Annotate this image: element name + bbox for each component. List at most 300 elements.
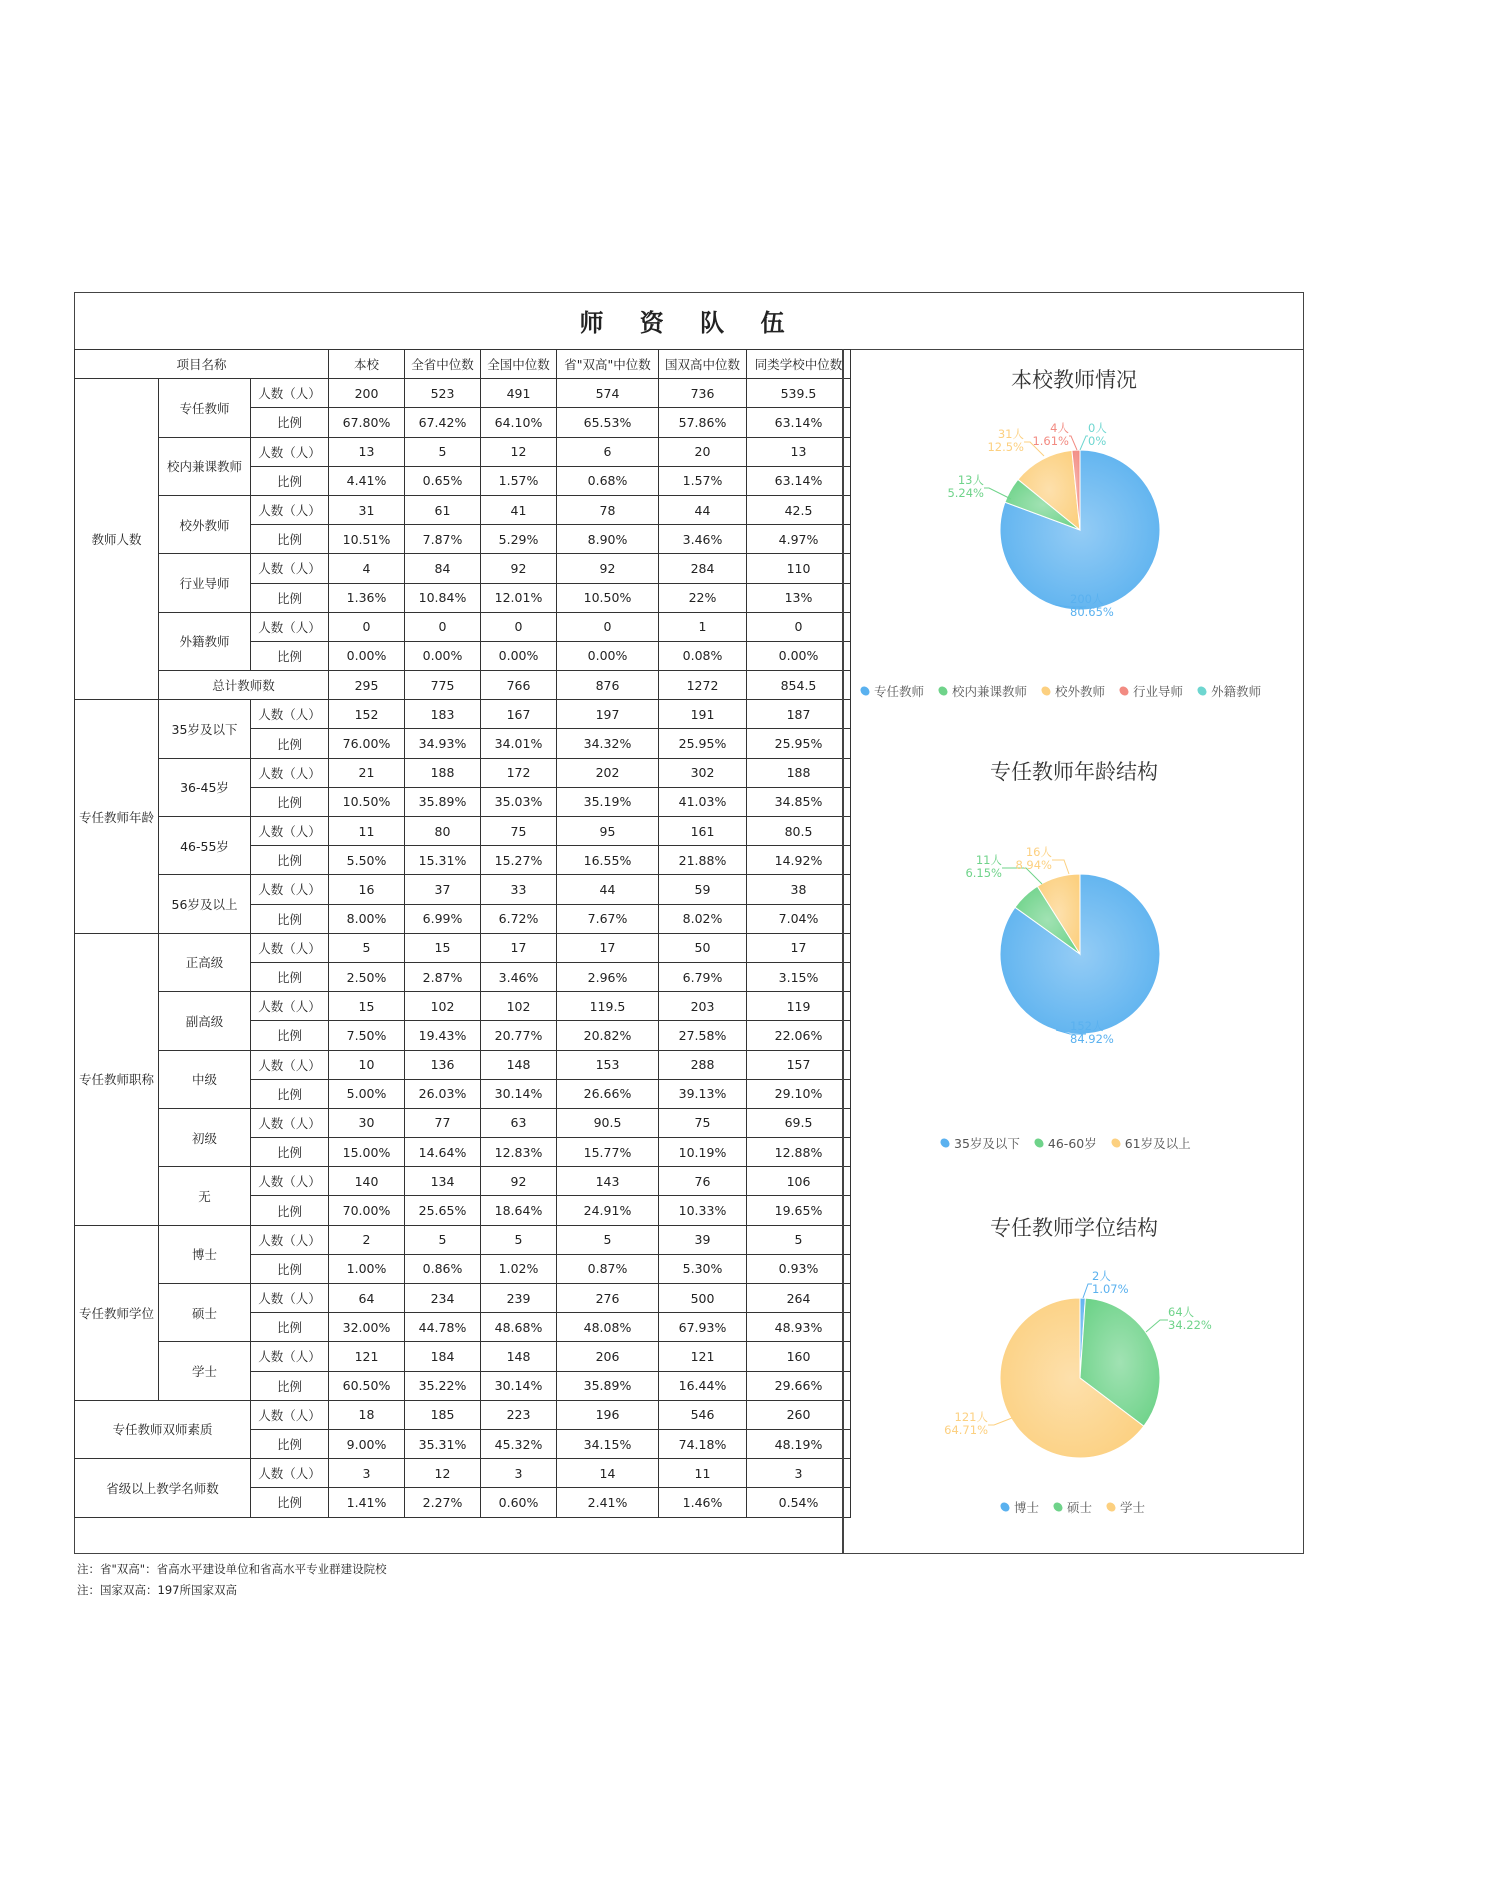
legend-item-0[interactable]	[1000, 1498, 1039, 1516]
table-cell: 5	[481, 1225, 557, 1254]
table-cell: 22.06%	[747, 1021, 851, 1050]
table-cell: 67.93%	[659, 1313, 747, 1342]
legend-marker-icon	[1109, 1137, 1122, 1150]
legend-degree	[1000, 1498, 1145, 1516]
page-title: 师 资 队 伍	[74, 292, 1304, 350]
table-cell: 140	[329, 1167, 405, 1196]
pie-value-label-0: 200人	[1070, 592, 1104, 606]
table-cell: 67.80%	[329, 408, 405, 437]
group-label: 专任教师职称	[75, 933, 159, 1225]
table-cell: 16.55%	[557, 846, 659, 875]
metric-label: 比例	[251, 1429, 329, 1458]
subgroup-label: 36-45岁	[159, 758, 251, 816]
metric-label: 比例	[251, 1079, 329, 1108]
table-cell: 102	[481, 992, 557, 1021]
table-cell: 44	[557, 875, 659, 904]
metric-label: 人数（人）	[251, 1400, 329, 1429]
table-row	[75, 875, 851, 904]
metric-label: 人数（人）	[251, 1225, 329, 1254]
table-cell: 16	[329, 875, 405, 904]
group-label: 专任教师学位	[75, 1225, 159, 1400]
table-cell: 64	[329, 1284, 405, 1313]
legend-marker-icon	[999, 1501, 1012, 1514]
table-cell: 523	[405, 379, 481, 408]
subgroup-label: 46-55岁	[159, 817, 251, 875]
table-cell: 92	[481, 1167, 557, 1196]
table-cell: 95	[557, 817, 659, 846]
table-cell: 35.22%	[405, 1371, 481, 1400]
subgroup-label: 总计教师数	[159, 671, 329, 700]
table-cell: 17	[481, 933, 557, 962]
table-cell: 160	[747, 1342, 851, 1371]
table-cell: 69.5	[747, 1108, 851, 1137]
table-cell: 25.65%	[405, 1196, 481, 1225]
table-cell: 6	[557, 437, 659, 466]
table-cell: 143	[557, 1167, 659, 1196]
table-cell: 19.43%	[405, 1021, 481, 1050]
table-row	[75, 1400, 851, 1429]
table-cell: 57.86%	[659, 408, 747, 437]
legend-age	[940, 1134, 1191, 1152]
subgroup-label: 硕士	[159, 1284, 251, 1342]
subgroup-label: 中级	[159, 1050, 251, 1108]
table-cell: 48.19%	[747, 1429, 851, 1458]
table-cell: 26.03%	[405, 1079, 481, 1108]
table-cell: 161	[659, 817, 747, 846]
table-cell: 260	[747, 1400, 851, 1429]
table-cell: 29.66%	[747, 1371, 851, 1400]
pie-percent-label-0: 1.07%	[1092, 1282, 1129, 1296]
legend-marker-icon	[1118, 685, 1131, 698]
table-cell: 77	[405, 1108, 481, 1137]
table-cell: 11	[329, 817, 405, 846]
table-cell: 8.90%	[557, 525, 659, 554]
table-row	[75, 495, 851, 524]
metric-label: 比例	[251, 1196, 329, 1225]
legend-item-0[interactable]	[860, 682, 924, 700]
table-cell: 0.60%	[481, 1488, 557, 1517]
table-cell: 5.29%	[481, 525, 557, 554]
table-cell: 33	[481, 875, 557, 904]
table-row	[75, 1459, 851, 1488]
table-cell: 0.00%	[481, 641, 557, 670]
table-row	[75, 1167, 851, 1196]
table-cell: 1.46%	[659, 1488, 747, 1517]
table-cell: 8.02%	[659, 904, 747, 933]
metric-label: 人数（人）	[251, 437, 329, 466]
table-cell: 5	[747, 1225, 851, 1254]
pie-label-line-3	[1069, 436, 1077, 450]
legend-marker-icon	[1052, 1501, 1065, 1514]
pie-percent-label-4: 0%	[1088, 434, 1107, 448]
metric-label: 比例	[251, 525, 329, 554]
table-cell: 196	[557, 1400, 659, 1429]
metric-label: 比例	[251, 1371, 329, 1400]
legend-label: 行业导师	[1133, 684, 1184, 699]
table-row	[75, 992, 851, 1021]
table-cell: 5.30%	[659, 1254, 747, 1283]
table-cell: 48.68%	[481, 1313, 557, 1342]
table-cell: 6.99%	[405, 904, 481, 933]
group-label: 专任教师年龄	[75, 700, 159, 934]
table-cell: 4	[329, 554, 405, 583]
table-cell: 7.50%	[329, 1021, 405, 1050]
metric-label: 人数（人）	[251, 933, 329, 962]
pie-label-line-4	[1080, 436, 1088, 450]
table-cell: 3.15%	[747, 962, 851, 991]
table-row	[75, 758, 851, 787]
table-cell: 34.85%	[747, 787, 851, 816]
pie-label-line-2	[1052, 860, 1069, 874]
table-cell: 202	[557, 758, 659, 787]
legend-label: 专任教师	[874, 684, 925, 699]
pie-percent-label-0: 80.65%	[1070, 605, 1114, 619]
table-cell: 2	[329, 1225, 405, 1254]
table-cell: 63.14%	[747, 466, 851, 495]
table-cell: 25.95%	[659, 729, 747, 758]
table-cell: 15	[405, 933, 481, 962]
table-cell: 20.77%	[481, 1021, 557, 1050]
table-cell: 30.14%	[481, 1079, 557, 1108]
table-cell: 264	[747, 1284, 851, 1313]
subgroup-label: 学士	[159, 1342, 251, 1400]
table-cell: 45.32%	[481, 1429, 557, 1458]
table-cell: 0.68%	[557, 466, 659, 495]
table-cell: 61	[405, 495, 481, 524]
table-cell: 1.36%	[329, 583, 405, 612]
table-row	[75, 1108, 851, 1137]
table-cell: 775	[405, 671, 481, 700]
table-cell: 0.08%	[659, 641, 747, 670]
table-cell: 0.00%	[747, 641, 851, 670]
table-cell: 29.10%	[747, 1079, 851, 1108]
subgroup-label: 校内兼课教师	[159, 437, 251, 495]
table-cell: 302	[659, 758, 747, 787]
table-cell: 15.31%	[405, 846, 481, 875]
legend-marker-icon	[1196, 685, 1209, 698]
table-row	[75, 554, 851, 583]
metric-label: 比例	[251, 1254, 329, 1283]
table-cell: 48.08%	[557, 1313, 659, 1342]
table-cell: 42.5	[747, 495, 851, 524]
table-cell: 10	[329, 1050, 405, 1079]
pie-value-label-3: 4人	[1050, 421, 1069, 435]
table-cell: 3.46%	[481, 962, 557, 991]
table-cell: 0.86%	[405, 1254, 481, 1283]
pie-value-label-1: 13人	[957, 473, 984, 487]
table-cell: 2.96%	[557, 962, 659, 991]
table-cell: 65.53%	[557, 408, 659, 437]
table-cell: 92	[481, 554, 557, 583]
table-cell: 0.00%	[329, 641, 405, 670]
metric-label: 人数（人）	[251, 1108, 329, 1137]
table-cell: 13	[747, 437, 851, 466]
table-cell: 59	[659, 875, 747, 904]
table-cell: 38	[747, 875, 851, 904]
pie-percent-label-1: 5.24%	[947, 486, 984, 500]
table-cell: 39	[659, 1225, 747, 1254]
subgroup-label: 校外教师	[159, 495, 251, 553]
metric-label: 人数（人）	[251, 379, 329, 408]
pie-value-label-1: 11人	[975, 853, 1002, 867]
table-cell: 5.50%	[329, 846, 405, 875]
header-col: 本校	[329, 350, 405, 379]
legend-item-1[interactable]	[1053, 1498, 1092, 1516]
table-cell: 14.64%	[405, 1138, 481, 1167]
table-cell: 13	[329, 437, 405, 466]
table-cell: 5	[405, 437, 481, 466]
metric-label: 比例	[251, 904, 329, 933]
legend-label: 46-60岁	[1047, 1136, 1097, 1151]
table-cell: 17	[557, 933, 659, 962]
table-cell: 21	[329, 758, 405, 787]
table-cell: 148	[481, 1050, 557, 1079]
table-cell: 19.65%	[747, 1196, 851, 1225]
chart-title-age: 专任教师年龄结构	[990, 760, 1158, 784]
legend-label: 校外教师	[1055, 684, 1106, 699]
table-cell: 223	[481, 1400, 557, 1429]
table-cell: 63.14%	[747, 408, 851, 437]
table-cell: 14	[557, 1459, 659, 1488]
legend-item-1[interactable]	[1034, 1134, 1097, 1152]
pie-value-label-0: 152人	[1070, 1019, 1104, 1033]
pie-percent-label-1: 34.22%	[1168, 1318, 1212, 1332]
table-cell: 5	[557, 1225, 659, 1254]
table-header-row	[75, 350, 851, 379]
table-cell: 13%	[747, 583, 851, 612]
table-cell: 500	[659, 1284, 747, 1313]
table-cell: 35.03%	[481, 787, 557, 816]
table-row	[75, 671, 851, 700]
legend-item-2[interactable]	[1041, 682, 1105, 700]
table-row	[75, 612, 851, 641]
table-row	[75, 1284, 851, 1313]
table-cell: 8.00%	[329, 904, 405, 933]
metric-label: 比例	[251, 641, 329, 670]
legend-label: 博士	[1014, 1500, 1040, 1515]
pie-chart-teachers	[874, 400, 1274, 660]
table-cell: 203	[659, 992, 747, 1021]
table-cell: 74.18%	[659, 1429, 747, 1458]
legend-item-4[interactable]	[1197, 682, 1261, 700]
table-cell: 67.42%	[405, 408, 481, 437]
table-cell: 172	[481, 758, 557, 787]
table-cell: 37	[405, 875, 481, 904]
legend-label: 外籍教师	[1211, 684, 1262, 699]
table-cell: 539.5	[747, 379, 851, 408]
table-cell: 2.27%	[405, 1488, 481, 1517]
table-cell: 1	[659, 612, 747, 641]
table-cell: 200	[329, 379, 405, 408]
table-cell: 188	[405, 758, 481, 787]
metric-label: 比例	[251, 846, 329, 875]
table-cell: 10.51%	[329, 525, 405, 554]
subgroup-label: 56岁及以上	[159, 875, 251, 933]
legend-label: 学士	[1120, 1500, 1146, 1515]
table-row	[75, 700, 851, 729]
table-cell: 44.78%	[405, 1313, 481, 1342]
table-cell: 206	[557, 1342, 659, 1371]
table-cell: 9.00%	[329, 1429, 405, 1458]
legend-label: 61岁及以上	[1124, 1136, 1191, 1151]
legend-item-1[interactable]	[938, 682, 1027, 700]
table-row	[75, 379, 851, 408]
table-cell: 0	[329, 612, 405, 641]
table-cell: 134	[405, 1167, 481, 1196]
table-cell: 12	[481, 437, 557, 466]
table-cell: 1272	[659, 671, 747, 700]
table-cell: 153	[557, 1050, 659, 1079]
metric-label: 人数（人）	[251, 1050, 329, 1079]
group-label: 省级以上教学名师数	[75, 1459, 251, 1517]
pie-value-label-2: 121人	[954, 1410, 988, 1424]
table-cell: 157	[747, 1050, 851, 1079]
metric-label: 人数（人）	[251, 700, 329, 729]
metric-label: 比例	[251, 1021, 329, 1050]
table-cell: 5.00%	[329, 1079, 405, 1108]
note-1: 注：省"双高"：省高水平建设单位和省高水平专业群建设院校	[77, 1562, 387, 1576]
pie-percent-label-2: 8.94%	[1015, 858, 1052, 872]
metric-label: 比例	[251, 408, 329, 437]
table-cell: 15.77%	[557, 1138, 659, 1167]
table-cell: 191	[659, 700, 747, 729]
table-row	[75, 1342, 851, 1371]
table-cell: 76.00%	[329, 729, 405, 758]
header-col: 省"双高"中位数	[557, 350, 659, 379]
pie-label-line-1	[1146, 1320, 1168, 1332]
table-cell: 5	[329, 933, 405, 962]
table-cell: 2.50%	[329, 962, 405, 991]
table-cell: 7.04%	[747, 904, 851, 933]
table-cell: 6.79%	[659, 962, 747, 991]
metric-label: 人数（人）	[251, 1284, 329, 1313]
metric-label: 人数（人）	[251, 495, 329, 524]
metric-label: 比例	[251, 729, 329, 758]
legend-marker-icon	[1105, 1501, 1118, 1514]
table-cell: 0	[557, 612, 659, 641]
table-cell: 239	[481, 1284, 557, 1313]
table-cell: 2.41%	[557, 1488, 659, 1517]
table-cell: 546	[659, 1400, 747, 1429]
table-cell: 3	[329, 1459, 405, 1488]
subgroup-label: 35岁及以下	[159, 700, 251, 758]
table-cell: 35.19%	[557, 787, 659, 816]
table-cell: 288	[659, 1050, 747, 1079]
metric-label: 人数（人）	[251, 817, 329, 846]
table-cell: 39.13%	[659, 1079, 747, 1108]
table-cell: 44	[659, 495, 747, 524]
table-cell: 491	[481, 379, 557, 408]
table-cell: 80	[405, 817, 481, 846]
legend-item-3[interactable]	[1119, 682, 1183, 700]
table-cell: 1.00%	[329, 1254, 405, 1283]
table-cell: 234	[405, 1284, 481, 1313]
table-cell: 0.87%	[557, 1254, 659, 1283]
table-cell: 10.50%	[557, 583, 659, 612]
table-cell: 20	[659, 437, 747, 466]
subgroup-label: 博士	[159, 1225, 251, 1283]
legend-marker-icon	[859, 685, 872, 698]
table-cell: 15	[329, 992, 405, 1021]
table-cell: 80.5	[747, 817, 851, 846]
table-cell: 12.01%	[481, 583, 557, 612]
table-cell: 3.46%	[659, 525, 747, 554]
table-cell: 92	[557, 554, 659, 583]
legend-label: 硕士	[1067, 1500, 1093, 1515]
table-cell: 295	[329, 671, 405, 700]
pie-value-label-0: 2人	[1092, 1269, 1111, 1283]
metric-label: 人数（人）	[251, 875, 329, 904]
table-cell: 34.01%	[481, 729, 557, 758]
metric-label: 人数（人）	[251, 992, 329, 1021]
table-cell: 102	[405, 992, 481, 1021]
table-cell: 12.83%	[481, 1138, 557, 1167]
table-cell: 48.93%	[747, 1313, 851, 1342]
metric-label: 人数（人）	[251, 554, 329, 583]
table-cell: 183	[405, 700, 481, 729]
pie-label-line-1	[984, 488, 1011, 499]
pie-label-line-2	[988, 1418, 1012, 1425]
table-cell: 15.00%	[329, 1138, 405, 1167]
table-cell: 70.00%	[329, 1196, 405, 1225]
table-cell: 76	[659, 1167, 747, 1196]
panel-divider	[842, 349, 844, 1554]
table-cell: 0.00%	[405, 641, 481, 670]
metric-label: 比例	[251, 1138, 329, 1167]
table-cell: 2.87%	[405, 962, 481, 991]
table-cell: 148	[481, 1342, 557, 1371]
header-col: 同类学校中位数	[747, 350, 851, 379]
subgroup-label: 无	[159, 1167, 251, 1225]
legend-label: 35岁及以下	[954, 1136, 1020, 1151]
note-2: 注：国家双高：197所国家双高	[77, 1583, 237, 1597]
table-cell: 4.97%	[747, 525, 851, 554]
table-cell: 284	[659, 554, 747, 583]
legend-item-2[interactable]	[1111, 1134, 1191, 1152]
table-cell: 0.93%	[747, 1254, 851, 1283]
table-cell: 574	[557, 379, 659, 408]
table-row	[75, 1225, 851, 1254]
group-label: 教师人数	[75, 379, 159, 700]
table-cell: 4.41%	[329, 466, 405, 495]
metric-label: 人数（人）	[251, 758, 329, 787]
subgroup-label: 行业导师	[159, 554, 251, 612]
chart-title-teachers: 本校教师情况	[1011, 368, 1137, 392]
legend-item-0[interactable]	[940, 1134, 1020, 1152]
table-cell: 110	[747, 554, 851, 583]
table-cell: 35.89%	[557, 1371, 659, 1400]
table-cell: 0	[405, 612, 481, 641]
table-cell: 1.41%	[329, 1488, 405, 1517]
table-cell: 7.87%	[405, 525, 481, 554]
table-cell: 24.91%	[557, 1196, 659, 1225]
table-cell: 16.44%	[659, 1371, 747, 1400]
table-cell: 167	[481, 700, 557, 729]
table-row	[75, 1050, 851, 1079]
pie-percent-label-2: 12.5%	[987, 440, 1024, 454]
table-cell: 3	[481, 1459, 557, 1488]
table-cell: 75	[481, 817, 557, 846]
table-cell: 106	[747, 1167, 851, 1196]
faculty-table	[74, 349, 851, 1518]
table-cell: 41.03%	[659, 787, 747, 816]
table-cell: 876	[557, 671, 659, 700]
table-cell: 1.57%	[481, 466, 557, 495]
table-cell: 0.00%	[557, 641, 659, 670]
header-item-name: 项目名称	[75, 350, 329, 379]
subgroup-label: 专任教师	[159, 379, 251, 437]
legend-item-2[interactable]	[1106, 1498, 1145, 1516]
